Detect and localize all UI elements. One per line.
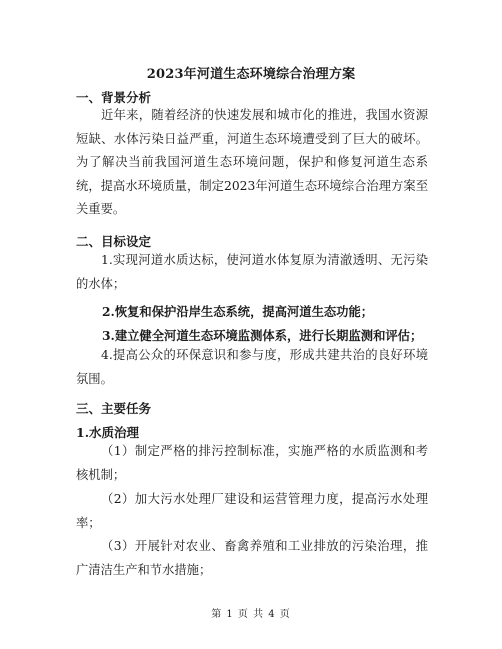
- goal-item-4: 4.提高公众的环保意识和参与度，形成共建共治的良好环境氛围。: [76, 348, 428, 386]
- goal-item-3: 3.建立健全河道生态环境监测体系，进行长期监测和评估；: [102, 328, 423, 343]
- goal-item-2: 2.恢复和保护沿岸生态系统，提高河道生态功能；: [102, 304, 374, 319]
- background-paragraph: 近年来，随着经济的快速发展和城市化的推进，我国水资源短缺、水体污染日益严重，河道生态环境遭受到了巨大的破坏。为了解决当前我国河道生态环境问题，保护和修复河道生态系统，提高水环境质量，制定2023年河道生态环境综合治理方案至关重要。: [76, 108, 428, 217]
- document-title: 2023年河道生态环境综合治理方案: [146, 67, 356, 82]
- goal-item-1: 1.实现河道水质达标，使河道水体复原为清澈透明、无污染的水体；: [76, 253, 428, 291]
- section-heading-goals: 二、目标设定: [76, 234, 152, 249]
- task-item-3: （3）开展针对农业、畜禽养殖和工业排放的污染治理，推广清洁生产和节水措施；: [76, 539, 428, 577]
- page-footer: 第 1 页 共 4 页: [211, 609, 291, 620]
- task-item-2: （2）加大污水处理厂建设和运营管理力度，提高污水处理率；: [76, 492, 428, 530]
- section-heading-tasks: 三、主要任务: [76, 401, 152, 416]
- subsection-heading-water-quality: 1.水质治理: [76, 425, 140, 440]
- section-heading-background: 一、背景分析: [76, 90, 152, 105]
- task-item-1: （1）制定严格的排污控制标准，实施严格的水质监测和考核机制；: [76, 444, 428, 482]
